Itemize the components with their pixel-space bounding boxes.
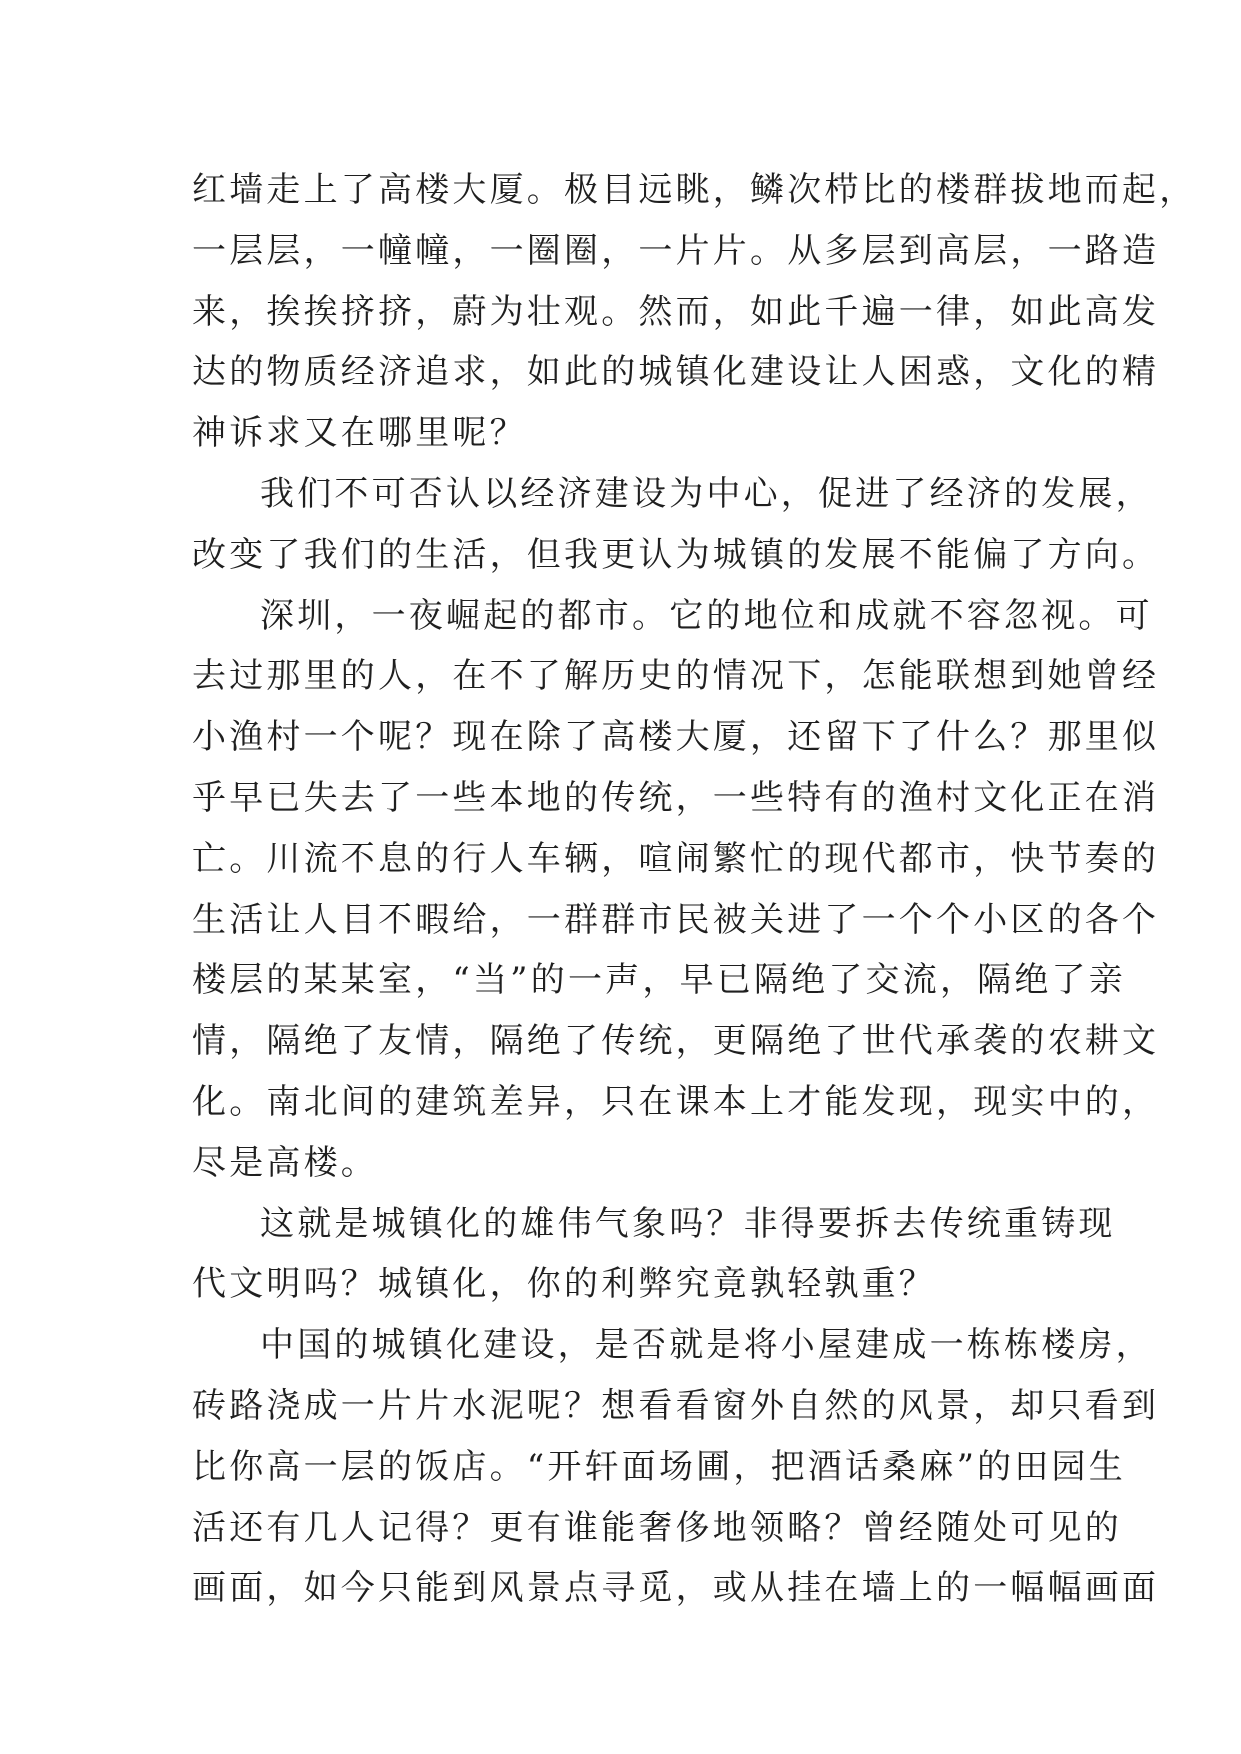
text-line: 小渔村一个呢？现在除了高楼大厦，还留下了什么？那里似: [192, 717, 1160, 758]
text-line: 这就是城镇化的雄伟气象吗？非得要拆去传统重铸现: [260, 1203, 1116, 1244]
text-line: 中国的城镇化建设，是否就是将小屋建成一栋栋楼房，: [260, 1325, 1153, 1366]
text-line: 楼层的某某室，“当”的一声，早已隔绝了交流，隔绝了亲: [192, 960, 1126, 1001]
text-line: 去过那里的人，在不了解历史的情况下，怎能联想到她曾经: [192, 656, 1160, 697]
text-line: 画面，如今只能到风景点寻觅，或从挂在墙上的一幅幅画面: [192, 1568, 1160, 1609]
text-line: 我们不可否认以经济建设为中心，促进了经济的发展，: [260, 473, 1153, 514]
text-line: 化。南北间的建筑差异，只在课本上才能发现，现实中的，: [192, 1081, 1160, 1122]
text-line: 改变了我们的生活，但我更认为城镇的发展不能偏了方向。: [192, 534, 1160, 575]
text-line: 红墙走上了高楼大厦。极目远眺，鳞次栉比的楼群拔地而起，: [192, 170, 1197, 210]
text-line: 代文明吗？城镇化，你的利弊究竟孰轻孰重？: [192, 1264, 936, 1305]
text-line: 乎早已失去了一些本地的传统，一些特有的渔村文化正在消: [192, 777, 1160, 818]
text-line: 达的物质经济追求，如此的城镇化建设让人困惑，文化的精: [192, 352, 1160, 393]
text-line: 神诉求又在哪里呢？: [192, 413, 527, 454]
text-line: 尽是高楼。: [192, 1142, 378, 1183]
text-line: 来，挨挨挤挤，蔚为壮观。然而，如此千遍一律，如此高发: [192, 291, 1160, 332]
text-line: 比你高一层的饭店。“开轩面场圃，把酒话桑麻”的田园生: [192, 1446, 1126, 1487]
text-line: 深圳，一夜崛起的都市。它的地位和成就不容忽视。可: [260, 595, 1153, 636]
text-line: 亡。川流不息的行人车辆，喧闹繁忙的现代都市，快节奏的: [192, 838, 1160, 879]
text-line: 一层层，一幢幢，一圈圈，一片片。从多层到高层，一路造: [192, 230, 1160, 271]
text-line: 活还有几人记得？更有谁能奢侈地领略？曾经随处可见的: [192, 1507, 1122, 1548]
text-line: 砖路浇成一片片水泥呢？想看看窗外自然的风景，却只看到: [192, 1385, 1160, 1426]
body-text: [192, 160, 1197, 1619]
text-line: 生活让人目不暇给，一群群市民被关进了一个个小区的各个: [192, 899, 1160, 940]
text-line: 情，隔绝了友情，隔绝了传统，更隔绝了世代承袭的农耕文: [192, 1021, 1160, 1062]
